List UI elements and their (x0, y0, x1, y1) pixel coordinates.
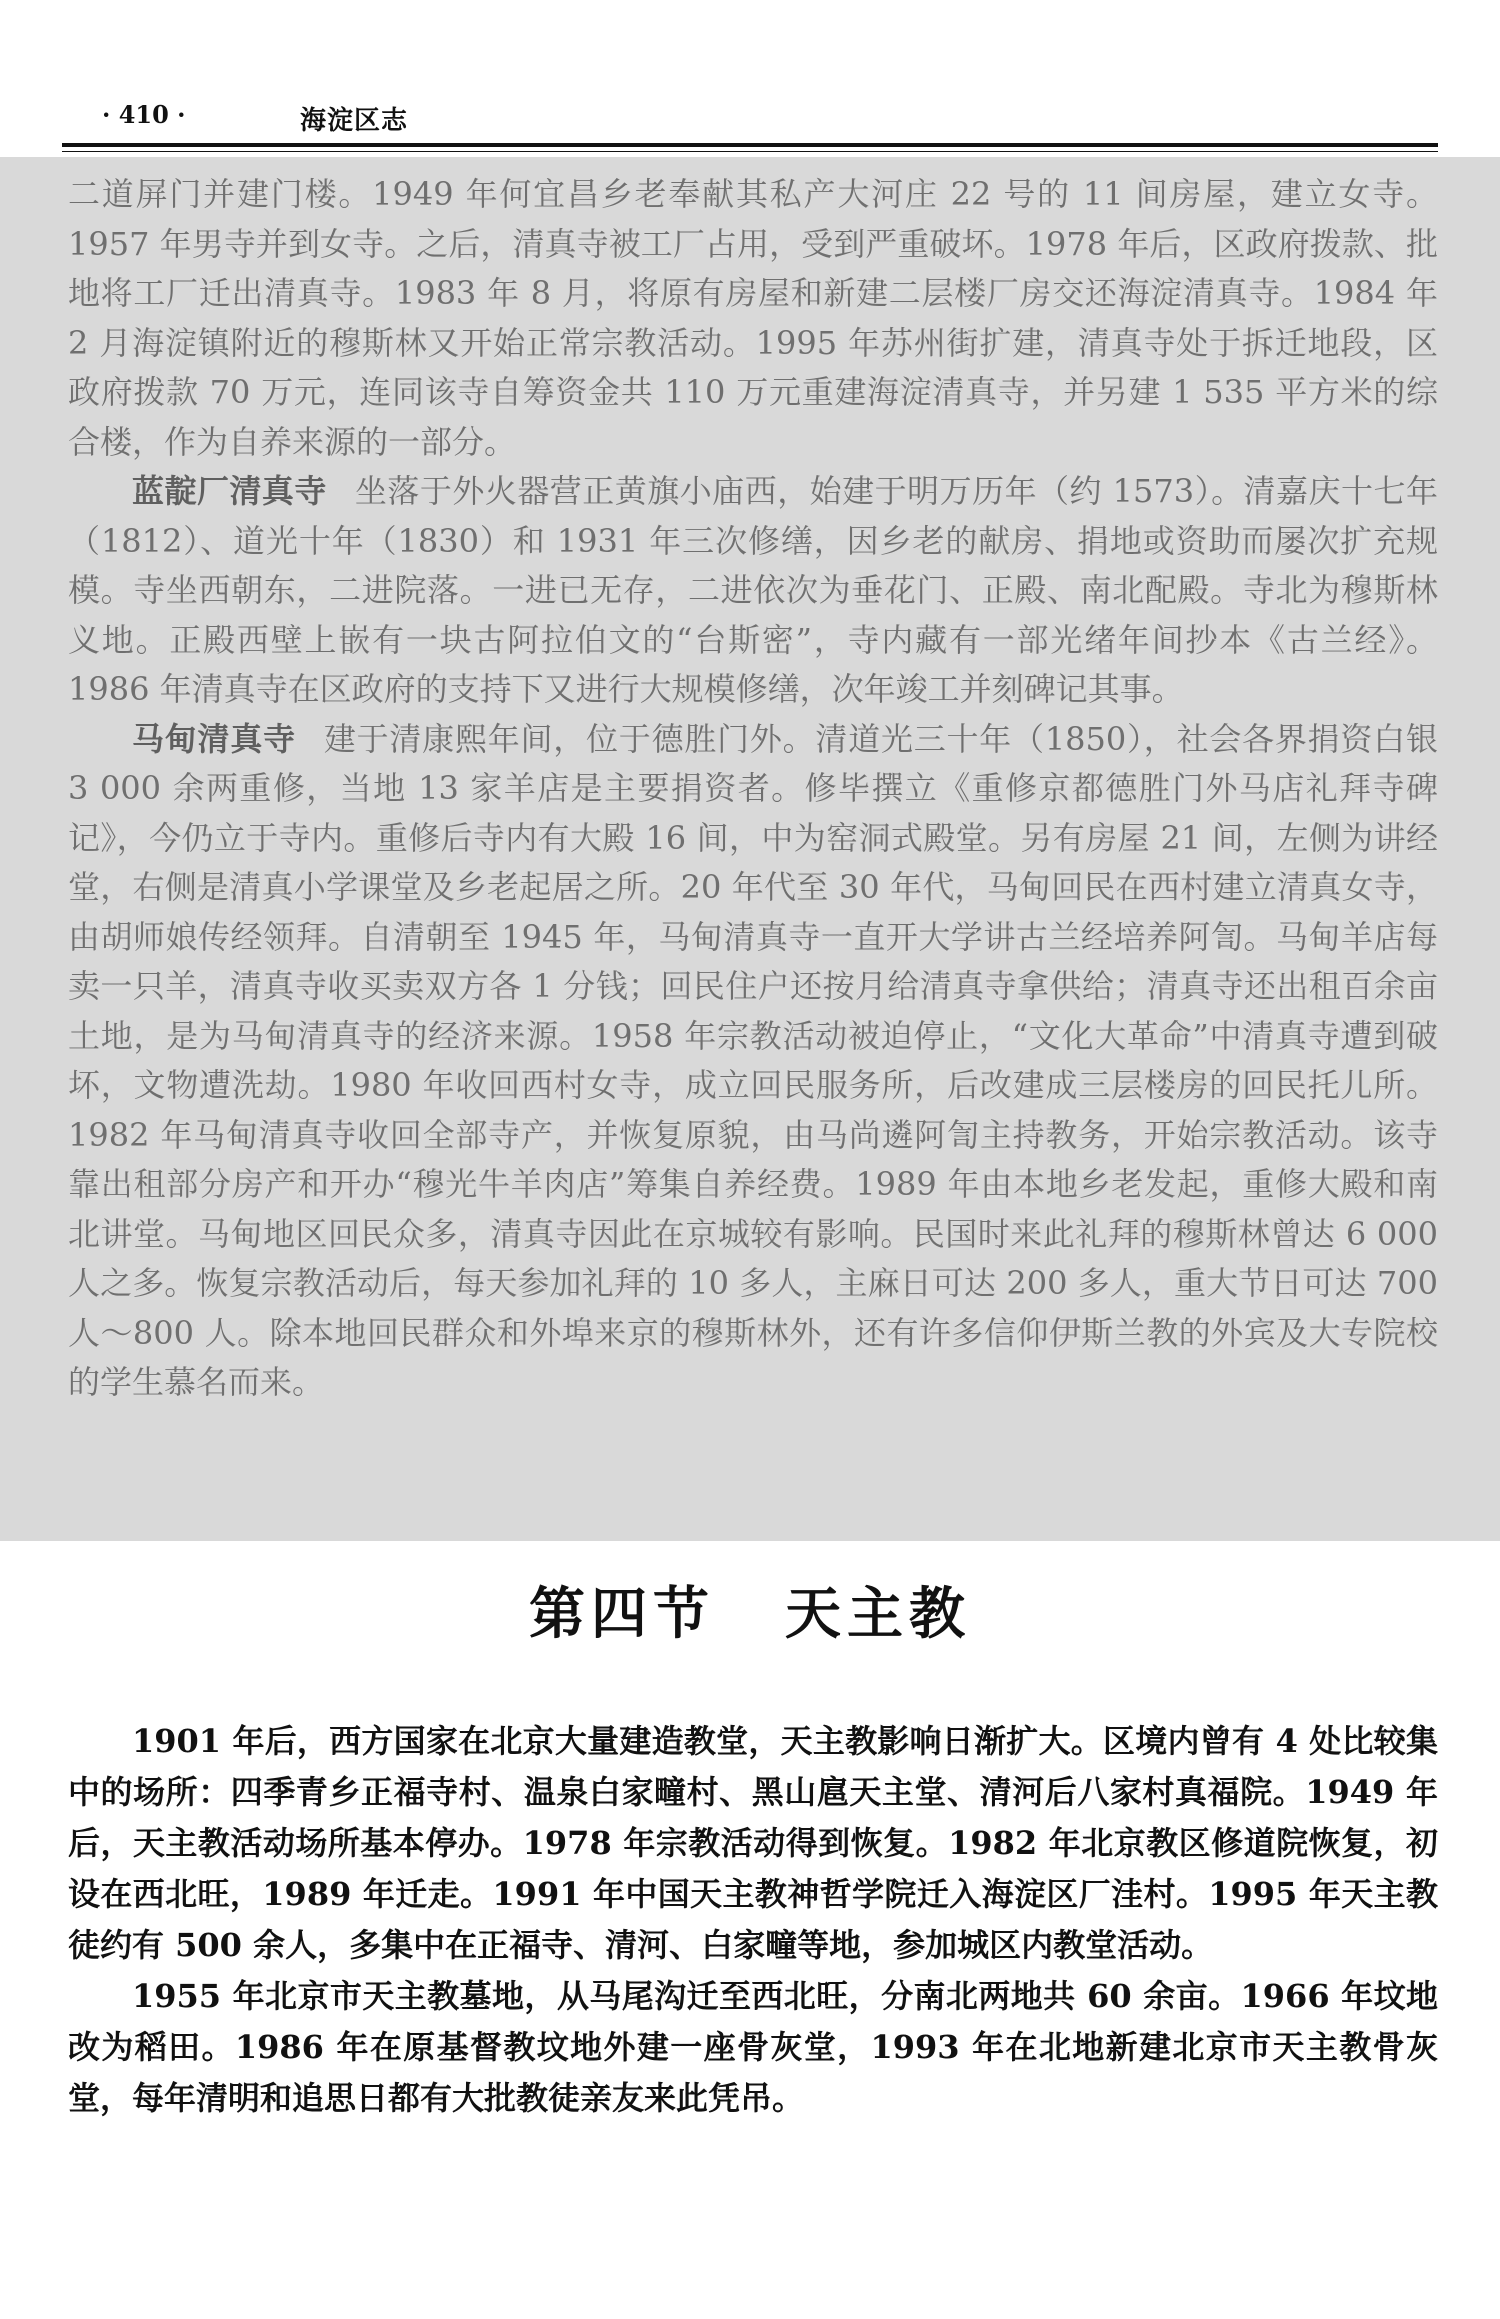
header-rule-thin (62, 151, 1438, 152)
shaded-text (68, 170, 1438, 1408)
page-header (62, 96, 1438, 136)
main-text (68, 1716, 1438, 2124)
book-title: 海淀区志 (300, 106, 409, 136)
shaded-paragraph-2-body: 建于清康熙年间，位于德胜门外。清道光三十年（1850），社会各界捐资白银 3 000 余两重修，当地 13 家羊店是主要捐资者。修毕撰立《重修京都德胜门外马店礼拜寺碑记》，今仍立于寺内。重修后寺内有大殿 16 间，中为窑洞式殿堂。另有房屋 21 间，左侧为讲经堂，右侧是清真小学课堂及乡老起居之所。20 年代至 30 年代，马甸回民在西村建立清真女寺，由胡师娘传经领拜。自清朝至 1945 年，马甸清真寺一直开大学讲古兰经培养阿訇。马甸羊店每卖一只羊，清真寺收买卖双方各 1 分钱；回民住户还按月给清真寺拿供给；清真寺还出租百余亩土地，是为马甸清真寺的经济来源。1958 年宗教活动被迫停止，“文化大革命”中清真寺遭到破坏，文物遭洗劫。1980 年收回西村女寺，成立回民服务所，后改建成三层楼房的回民托儿所。1982 年马甸清真寺收回全部寺产，并恢复原貌，由马尚遴阿訇主持教务，开始宗教活动。该寺靠出租部分房产和开办“穆光牛羊肉店”筹集自养经费。1989 年由本地乡老发起，重修大殿和南北讲堂。马甸地区回民众多，清真寺因此在京城较有影响。民国时来此礼拜的穆斯林曾达 6 000 人之多。恢复宗教活动后，每天参加礼拜的 10 多人，主麻日可达 200 多人，重大节日可达 700 人～800 人。除本地回民群众和外埠来京的穆斯林外，还有许多信仰伊斯兰教的外宾及大专院校的学生慕名而来。 (68, 719, 1438, 1401)
shaded-paragraph-1-body: 坐落于外火器营正黄旗小庙西，始建于明万历年（约 1573）。清嘉庆十七年（1812）、道光十年（1830）和 1931 年三次修缮，因乡老的献房、捐地或资助而屡次扩充规模。寺坐西朝东，二进院落。一进已无存，二进依次为垂花门、正殿、南北配殿。寺北为穆斯林义地。正殿西壁上嵌有一块古阿拉伯文的“台斯密”，寺内藏有一部光绪年间抄本《古兰经》。1986 年清真寺在区政府的支持下又进行大规模修缮，次年竣工并刻碑记其事。 (68, 472, 1438, 708)
main-paragraph-2: 1955 年北京市天主教墓地，从马尾沟迁至西北旺，分南北两地共 60 余亩。1966 年坟地改为稻田。1986 年在原基督教坟地外建一座骨灰堂，1993 年在北地新建北京市天主教骨灰堂，每年清明和追思日都有大批教徒亲友来此凭吊。 (68, 1977, 1438, 2117)
shaded-paragraph-1 (68, 467, 1438, 715)
section-heading (0, 1570, 1500, 1650)
mosque-name-landianchang: 蓝靛厂清真寺 (132, 472, 327, 510)
mosque-name-madian: 马甸清真寺 (132, 719, 296, 758)
main-paragraph-1: 1901 年后，西方国家在北京大量建造教堂，天主教影响日渐扩大。区境内曾有 4 处比较集中的场所：四季青乡正福寺村、温泉白家疃村、黑山扈天主堂、清河后八家村真福院。1949 年后，天主教活动场所基本停办。1978 年宗教活动得到恢复。1982 年北京教区修道院恢复，初设在西北旺，1989 年迁走。1991 年中国天主教神哲学院迁入海淀区厂洼村。1995 年天主教徒约有 500 余人，多集中在正福寺、清河、白家疃等地，参加城区内教堂活动。 (68, 1722, 1438, 1964)
section-number: 第四节 (529, 1581, 715, 1647)
page-number: · 410 · (102, 100, 186, 129)
section-title: 天主教 (785, 1581, 971, 1647)
header-rule-thick (62, 143, 1438, 147)
shaded-paragraph-0: 二道屏门并建门楼。1949 年何宜昌乡老奉献其私产大河庄 22 号的 11 间房屋，建立女寺。1957 年男寺并到女寺。之后，清真寺被工厂占用，受到严重破坏。1978 年后，区政府拨款、批地将工厂迁出清真寺。1983 年 8 月，将原有房屋和新建二层楼厂房交还海淀清真寺。1984 年 2 月海淀镇附近的穆斯林又开始正常宗教活动。1995 年苏州街扩建，清真寺处于拆迁地段，区政府拨款 70 万元，连同该寺自筹资金共 110 万元重建海淀清真寺，并另建 1 535 平方米的综合楼，作为自养来源的一部分。 (68, 175, 1438, 461)
shaded-paragraph-2 (68, 715, 1438, 1408)
